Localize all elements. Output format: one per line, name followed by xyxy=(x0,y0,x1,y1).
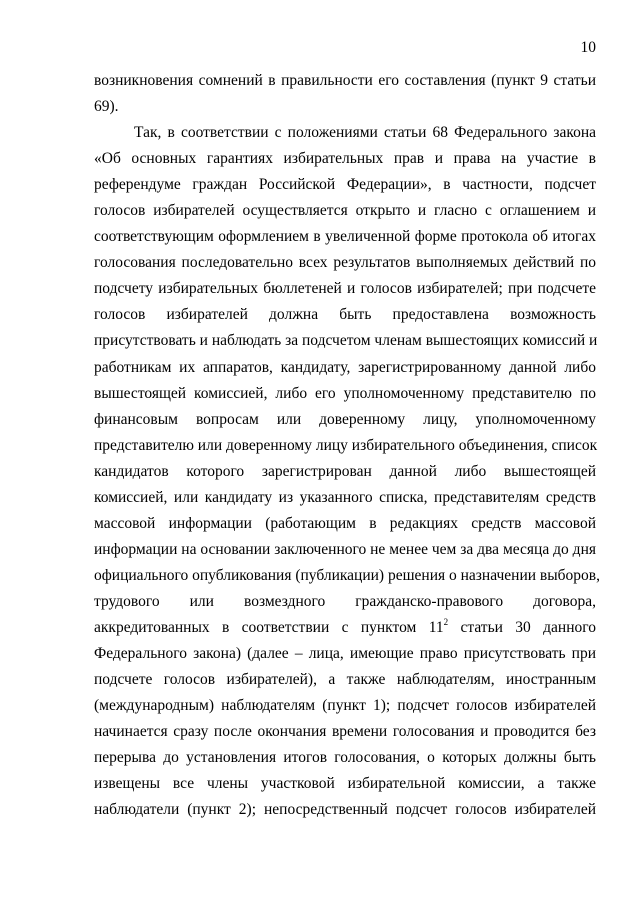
page-number: 10 xyxy=(580,39,596,56)
text-line: голосов избирателей должна быть предоставлена возможность xyxy=(94,306,596,324)
text-line: извещены все члены участковой избирательной комиссии, а также xyxy=(94,775,596,793)
text-line: возникновения сомнений в правильности его составления (пункт 9 статьи xyxy=(94,72,596,89)
text-line: финансовым вопросам или доверенному лицу, уполномоченному xyxy=(94,410,596,428)
text-line: начинается сразу после окончания времени голосования и проводится без xyxy=(94,723,596,741)
line-text-after: статьи 30 данного xyxy=(448,618,596,636)
text-line: (международным) наблюдателям (пункт 1); подсчет голосов избирателей xyxy=(94,697,596,715)
paragraph-first-line: Так, в соответствии с положениями статьи 68 Федерального закона xyxy=(134,124,596,142)
text-line: 69). xyxy=(94,98,119,116)
text-line: присутствовать и наблюдать за подсчетом членам вышестоящих комиссий и xyxy=(94,332,598,350)
body-text xyxy=(94,68,600,823)
text-line: референдуме граждан Российской Федерации», в частности, подсчет xyxy=(94,176,596,194)
text-line: официального опубликования (публикации) решения о назначении выборов, xyxy=(94,566,600,584)
line-text-before: аккредитованных в соответствии с пунктом 11 xyxy=(94,618,444,636)
text-line: трудового или возмездного гражданско-правового договора, xyxy=(94,592,596,610)
text-line: работникам их аппаратов, кандидату, зарегистрированному данной либо xyxy=(94,358,596,376)
text-line: голосования последовательно всех результатов выполняемых действий по xyxy=(94,254,596,272)
text-line-with-superscript xyxy=(94,615,596,641)
text-line: кандидатов которого зарегистрирован данной либо вышестоящей xyxy=(94,462,596,480)
superscript: 2 xyxy=(443,616,449,627)
text-line: комиссией, или кандидату из указанного списка, представителям средств xyxy=(94,488,596,506)
text-line: представителю или доверенному лицу избирательного объединения, список xyxy=(94,436,598,454)
text-line: «Об основных гарантиях избирательных прав и права на участие в xyxy=(94,150,596,168)
text-line: массовой информации (работающим в редакциях средств массовой xyxy=(94,514,596,532)
text-line: голосов избирателей осуществляется открыто и гласно с оглашением и xyxy=(94,202,596,220)
text-line: информации на основании заключенного не менее чем за два месяца до дня xyxy=(94,540,596,558)
text-line: наблюдатели (пункт 2); непосредственный подсчет голосов избирателей xyxy=(94,801,596,819)
text-line: вышестоящей комиссией, либо его уполномоченному представителю по xyxy=(94,384,596,402)
text-line: подсчете голосов избирателей), а также наблюдателям, иностранным xyxy=(94,671,596,689)
text-line: перерыва до установления итогов голосования, о которых должны быть xyxy=(94,749,596,767)
text-line: подсчету избирательных бюллетеней и голосов избирателей; при подсчете xyxy=(94,280,596,298)
text-line: соответствующим оформлением в увеличенной форме протокола об итогах xyxy=(94,228,596,246)
text-line: Федерального закона) (далее – лица, имеющие право присутствовать при xyxy=(94,645,596,663)
